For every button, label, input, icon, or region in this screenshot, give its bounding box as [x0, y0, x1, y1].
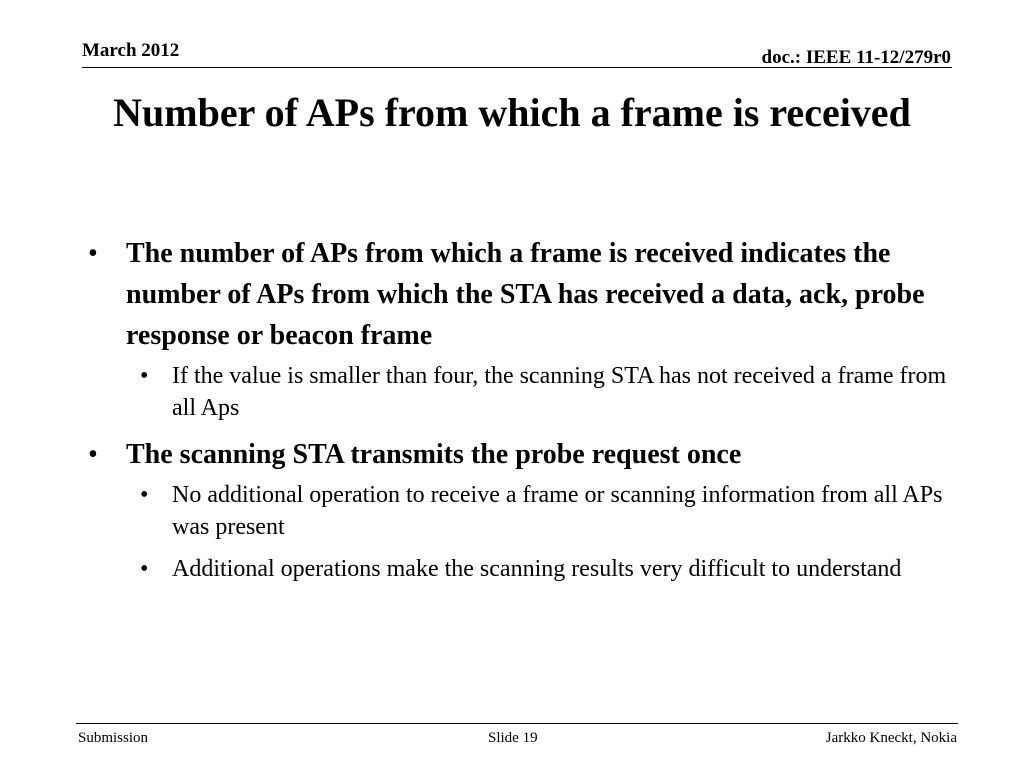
slide-title: Number of APs from which a frame is received [113, 90, 911, 135]
sub-bullet-2-1-text: No additional operation to receive a frame or scanning information from all APs was present [172, 482, 943, 540]
bullet-dot: • [140, 363, 149, 389]
bullet-2 [84, 434, 964, 475]
header-date: March 2012 [82, 40, 180, 61]
sub-bullet-1-1-text: If the value is smaller than four, the scanning STA has not received a frame from all Aps [172, 363, 947, 421]
bullet-dot: • [88, 238, 98, 269]
bullet-2-text: The scanning STA transmits the probe request once [126, 439, 742, 470]
footer-slide-number: Slide 19 [488, 730, 538, 746]
slide-content [84, 233, 964, 595]
bullet-1 [84, 233, 964, 356]
footer-divider [76, 723, 958, 724]
sub-bullet-2-2-text: Additional operations make the scanning results very difficult to understand [172, 556, 902, 582]
header-divider [82, 67, 952, 68]
sub-bullet-2-1 [140, 479, 952, 543]
footer-submission: Submission [78, 730, 149, 746]
bullet-dot: • [88, 439, 98, 470]
bullet-dot: • [140, 482, 149, 508]
footer-author: Jarkko Kneckt, Nokia [825, 730, 957, 746]
sub-bullet-1-1 [140, 360, 952, 424]
header-doc-id: doc.: IEEE 11-12/279r0 [761, 47, 951, 68]
bullet-dot: • [140, 556, 149, 582]
sub-bullet-2-2 [140, 553, 952, 585]
bullet-1-text: The number of APs from which a frame is received indicates the number of APs from which the STA has received a data, ack, probe response or beacon frame [126, 238, 925, 351]
